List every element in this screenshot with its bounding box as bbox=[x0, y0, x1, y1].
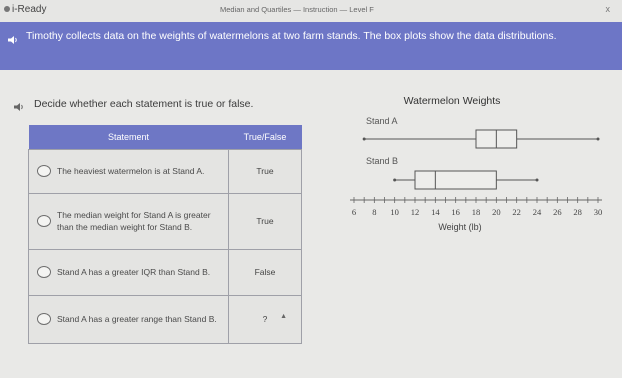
statement-cell bbox=[29, 193, 229, 249]
box bbox=[415, 171, 496, 189]
brand-logo bbox=[4, 4, 46, 15]
answer-cell[interactable]: False bbox=[229, 249, 302, 295]
answer-value: ? bbox=[262, 314, 268, 324]
statement-text: Stand A has a greater IQR than Stand B. bbox=[57, 267, 211, 277]
answer-cell[interactable]: True bbox=[229, 193, 302, 249]
statement-cell bbox=[29, 249, 229, 295]
tick-label: 8 bbox=[372, 207, 377, 217]
tick-label: 14 bbox=[431, 207, 440, 217]
radio-button[interactable] bbox=[37, 266, 51, 278]
max-point bbox=[536, 179, 539, 182]
speaker-icon[interactable] bbox=[8, 31, 18, 39]
max-point bbox=[597, 138, 600, 141]
chart-title: Watermelon Weights bbox=[403, 95, 501, 107]
tick-label: 30 bbox=[593, 207, 603, 217]
tick-label: 12 bbox=[410, 207, 420, 217]
answer-dropdown[interactable] bbox=[229, 295, 302, 343]
statement-table bbox=[28, 125, 302, 344]
answer-cell[interactable]: True bbox=[229, 149, 302, 193]
chevron-up-icon[interactable]: ▲ bbox=[280, 313, 287, 320]
statement-text: Stand A has a greater range than Stand B. bbox=[57, 314, 217, 324]
table-header-row bbox=[29, 125, 302, 149]
series-label: Stand B bbox=[366, 156, 399, 166]
box-plot-svg bbox=[330, 88, 620, 248]
table-row[interactable] bbox=[29, 193, 302, 249]
tick-label: 18 bbox=[471, 207, 481, 217]
table-row[interactable] bbox=[29, 295, 302, 343]
box-plot-chart bbox=[330, 88, 620, 248]
min-point bbox=[393, 179, 396, 182]
tick-label: 22 bbox=[512, 207, 521, 217]
lesson-title: Median and Quartiles — Instruction — Level F bbox=[220, 5, 374, 14]
statement-header: Statement bbox=[29, 125, 229, 149]
x-axis-label: Weight (lb) bbox=[438, 222, 482, 232]
statement-cell bbox=[29, 295, 229, 343]
radio-button[interactable] bbox=[37, 313, 51, 325]
statement-text: The heaviest watermelon is at Stand A. bbox=[57, 166, 205, 176]
table-row[interactable] bbox=[29, 249, 302, 295]
tick-label: 28 bbox=[573, 207, 582, 217]
tick-label: 20 bbox=[492, 207, 501, 217]
min-point bbox=[363, 138, 366, 141]
tick-label: 16 bbox=[451, 207, 460, 217]
tick-label: 10 bbox=[390, 207, 399, 217]
speaker-icon[interactable] bbox=[14, 98, 24, 106]
logo-icon bbox=[4, 6, 10, 12]
prompt-text: Timothy collects data on the weights of watermelons at two farm stands. The box plots show the data distributions. bbox=[26, 30, 557, 42]
radio-button[interactable] bbox=[37, 215, 51, 227]
radio-button[interactable] bbox=[37, 165, 51, 177]
table-row[interactable] bbox=[29, 149, 302, 193]
prompt-banner bbox=[0, 22, 622, 70]
tick-label: 6 bbox=[351, 207, 357, 217]
instruction-text: Decide whether each statement is true or false. bbox=[34, 98, 254, 110]
truefalse-header: True/False bbox=[229, 125, 302, 149]
top-bar bbox=[0, 0, 622, 22]
brand-name: i-Ready bbox=[12, 4, 47, 15]
statement-cell bbox=[29, 149, 229, 193]
statement-text: The median weight for Stand A is greater than the median weight for Stand B. bbox=[57, 210, 211, 232]
close-icon[interactable]: x bbox=[605, 4, 610, 14]
tick-label: 24 bbox=[532, 207, 542, 217]
tick-label: 26 bbox=[553, 207, 562, 217]
series-label: Stand A bbox=[366, 116, 398, 126]
